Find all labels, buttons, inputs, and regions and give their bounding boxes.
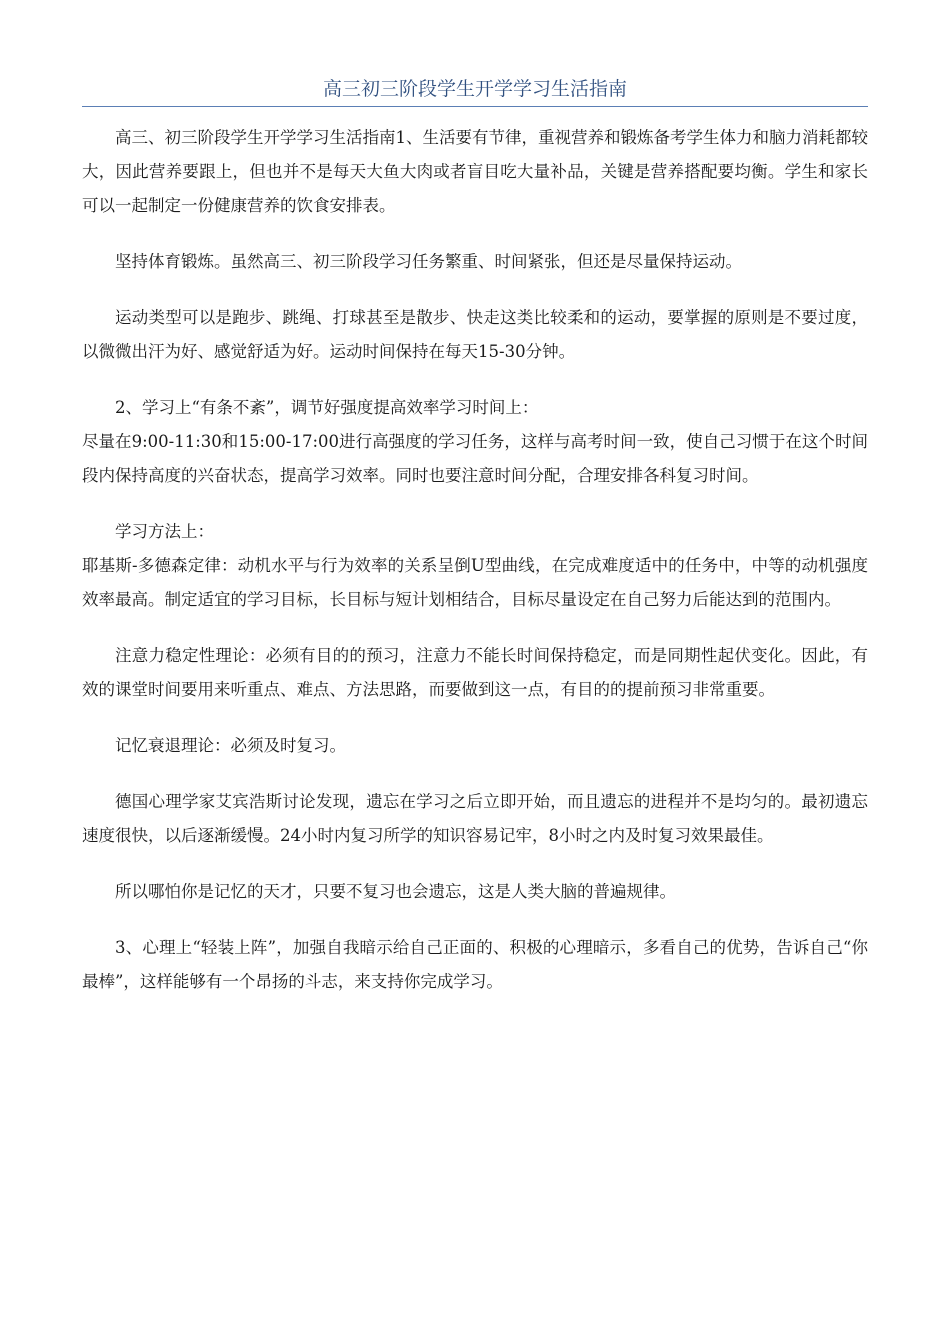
- paragraph-nutrition: 高三、初三阶段学生开学学习生活指南1、生活要有节律，重视营养和锻炼备考学生体力和脑力消耗都较大，因此营养要跟上，但也并不是每天大鱼大肉或者盲目吃大量补品，关键是营养搭配要均衡。学生和家长可以一起制定一份健康营养的饮食安排表。: [82, 128, 868, 215]
- paragraph-psychology: 3、心理上“轻装上阵”，加强自我暗示给自己正面的、积极的心理暗示，多看自己的优势，告诉自己“你最棒”，这样能够有一个昂扬的斗志，来支持你完成学习。: [82, 938, 868, 991]
- paragraph-ebbinghaus: 德国心理学家艾宾浩斯讨论发现，遗忘在学习之后立即开始，而且遗忘的进程并不是均匀的。最初遗忘速度很快，以后逐渐缓慢。24小时内复习所学的知识容易记牢，8小时之内及时复习效果最佳。: [82, 792, 868, 845]
- paragraph-method-heading: 学习方法上：: [115, 522, 214, 541]
- paragraph-exercise: 坚持体育锻炼。虽然高三、初三阶段学习任务繁重、时间紧张，但还是尽量保持运动。: [115, 252, 742, 271]
- paragraph-study-heading: 2、学习上“有条不紊”，调节好强度提高效率学习时间上：: [115, 398, 539, 417]
- document-body: [82, 121, 868, 999]
- paragraph-study-time: 尽量在9:00-11:30和15:00-17:00进行高强度的学习任务，这样与高考时间一致，使自己习惯于在这个时间段内保持高度的兴奋状态，提高学习效率。同时也要注意时间分配，合理安排各科复习时间。: [82, 432, 868, 485]
- paragraph-memory-law: 所以哪怕你是记忆的天才，只要不复习也会遗忘，这是人类大脑的普遍规律。: [115, 882, 676, 901]
- page-header-title: 高三初三阶段学生开学学习生活指南: [82, 76, 868, 107]
- document-page: [82, 76, 868, 999]
- paragraph-exercise-type: 运动类型可以是跑步、跳绳、打球甚至是散步、快走这类比较柔和的运动，要掌握的原则是不要过度，以微微出汗为好、感觉舒适为好。运动时间保持在每天15-30分钟。: [82, 308, 868, 361]
- paragraph-attention: 注意力稳定性理论：必须有目的的预习，注意力不能长时间保持稳定，而是同期性起伏变化。因此，有效的课堂时间要用来听重点、难点、方法思路，而要做到这一点，有目的的提前预习非常重要。: [82, 646, 868, 699]
- paragraph-yerkes-dodson: 耶基斯-多德森定律：动机水平与行为效率的关系呈倒U型曲线，在完成难度适中的任务中，中等的动机强度效率最高。制定适宜的学习目标，长目标与短计划相结合，目标尽量设定在自己努力后能达到的范围内。: [82, 556, 868, 609]
- paragraph-memory-heading: 记忆衰退理论：必须及时复习。: [115, 736, 346, 755]
